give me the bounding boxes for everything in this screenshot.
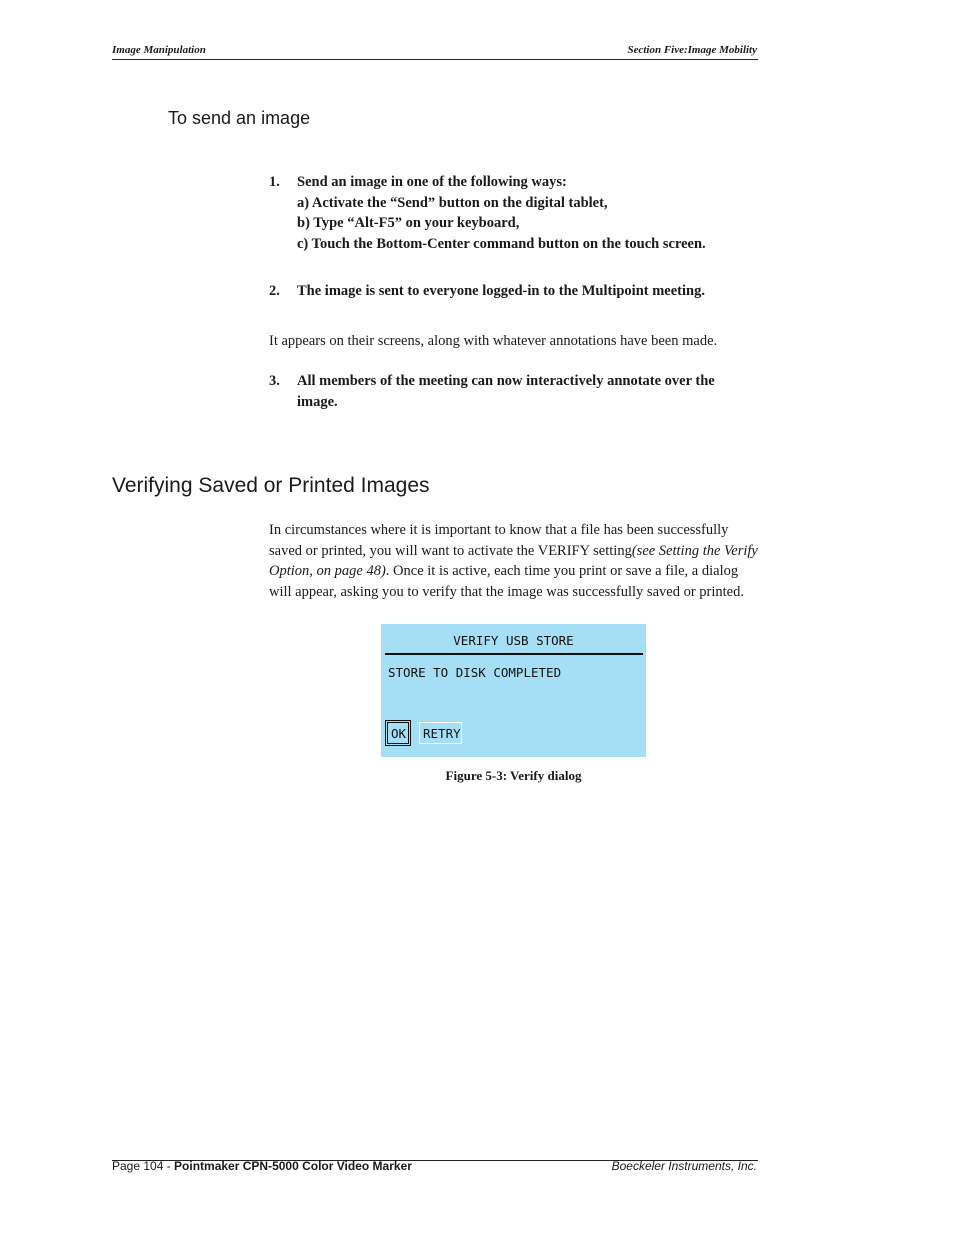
- section-title-verifying: Verifying Saved or Printed Images: [112, 474, 430, 497]
- step-text: The image is sent to everyone logged-in to the Multipoint meeting.: [297, 283, 705, 299]
- retry-button[interactable]: RETRY: [419, 722, 462, 744]
- ok-button[interactable]: OK: [387, 722, 409, 744]
- footer-company: Boeckeler Instruments, Inc.: [611, 1159, 757, 1173]
- page-number: Page 104 -: [112, 1159, 175, 1173]
- cross-reference: (see Setting the Verify Option, on page 48): [269, 542, 758, 579]
- dialog-message: STORE TO DISK COMPLETED: [388, 665, 562, 680]
- product-name: Pointmaker CPN-5000 Color Video Marker: [174, 1159, 412, 1173]
- figure-caption: Figure 5-3: Verify dialog: [445, 768, 582, 783]
- step-2-note: It appears on their screens, along with whatever annotations have been made.: [269, 333, 718, 349]
- header-rule: [112, 59, 758, 60]
- step-line: b) Type “Alt-F5” on your keyboard,: [297, 215, 520, 231]
- step-line: Send an image in one of the following ways:: [297, 174, 567, 190]
- step-line: a) Activate the “Send” button on the digital tablet,: [297, 194, 608, 211]
- section-title-send-image: To send an image: [168, 108, 311, 128]
- footer-left: [112, 1159, 412, 1173]
- verify-paragraph: [269, 520, 761, 602]
- dialog-title: VERIFY USB STORE: [453, 633, 574, 648]
- step-line: c) Touch the Bottom-Center command button on the touch screen.: [297, 235, 706, 252]
- step-number: 2.: [269, 283, 280, 299]
- step-number: 1.: [269, 174, 280, 190]
- dialog-title-rule: [385, 653, 643, 655]
- verify-paragraph-start: In circumstances where it is important to know that a file has been successfully saved or printed, you will want to activate the VERIFY setting: [269, 522, 729, 559]
- step-3: [269, 371, 729, 412]
- verify-paragraph-end: . Once it is active, each time you print or save a file, a dialog will appear, asking you to verify that the image was successfully saved or printed.: [269, 563, 744, 600]
- running-header-left: Image Manipulation: [112, 44, 206, 56]
- step-1: [269, 172, 749, 254]
- step-2: [269, 281, 749, 302]
- step-text: All members of the meeting can now interactively annotate over the image.: [297, 373, 715, 410]
- running-header-right: Section Five:Image Mobility: [627, 44, 757, 56]
- step-number: 3.: [269, 373, 280, 389]
- verify-dialog: [381, 624, 646, 757]
